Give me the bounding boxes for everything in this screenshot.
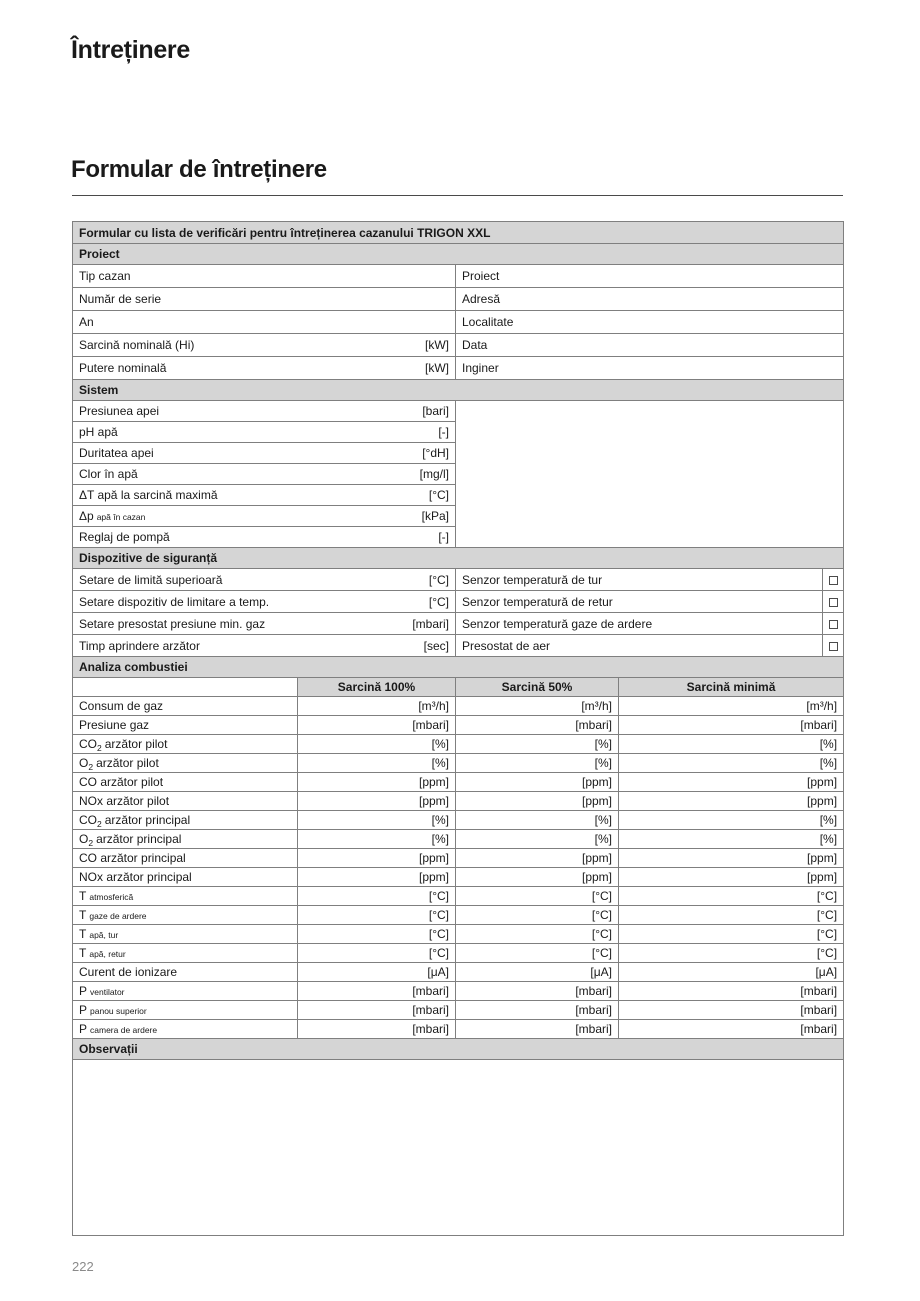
row-label: O [79, 832, 89, 846]
table-row [73, 963, 844, 982]
row-unit: [°C] [456, 906, 619, 925]
row-unit: [%] [456, 830, 619, 849]
row-unit: [ppm] [298, 868, 456, 887]
row-unit: [mbari] [619, 716, 844, 735]
row-unit: [%] [298, 830, 456, 849]
table-row [73, 868, 844, 887]
row-unit: [mg/l] [419, 467, 449, 481]
row-label: Duritatea apei [79, 446, 154, 460]
row-label-small: camera de ardere [90, 1025, 158, 1035]
row-unit: [μA] [298, 963, 456, 982]
row-label: Δp [79, 509, 94, 523]
checkbox-icon [829, 576, 838, 585]
form-title: Formular cu lista de verificări pentru întreținerea cazanului TRIGON XXL [73, 222, 844, 244]
row-unit: [°C] [428, 594, 449, 609]
row-unit: [mbari] [298, 982, 456, 1001]
row-unit: [°C] [619, 925, 844, 944]
row-label: Setare dispozitiv de limitare a temp. [79, 594, 270, 609]
row-unit: [mbari] [298, 1001, 456, 1020]
row-unit: [mbari] [456, 716, 619, 735]
row-label: NOx arzător pilot [73, 792, 298, 811]
row-unit: [ppm] [456, 868, 619, 887]
row-unit: [mbari] [298, 716, 456, 735]
column-header: Sarcină 50% [456, 678, 619, 697]
row-unit: [mbari] [619, 1020, 844, 1039]
row-right-label: Data [456, 334, 844, 357]
column-header: Sarcină 100% [298, 678, 456, 697]
row-label: O [79, 756, 89, 770]
table-row [73, 613, 844, 635]
row-label: T [79, 889, 87, 903]
row-label: T [79, 908, 87, 922]
row-unit: [°C] [619, 887, 844, 906]
table-row [73, 1020, 844, 1039]
section-header-label: Analiza combustiei [73, 657, 844, 678]
row-label: CO [79, 737, 97, 751]
row-right-label: Senzor temperatură de tur [456, 569, 823, 591]
row-label: Curent de ionizare [73, 963, 298, 982]
row-unit: [-] [438, 530, 449, 544]
row-label: Setare presostat presiune min. gaz [79, 616, 266, 631]
checkbox-icon [829, 620, 838, 629]
row-label: Putere nominală [79, 361, 167, 375]
row-right-label: Inginer [456, 357, 844, 380]
row-unit: [ppm] [619, 868, 844, 887]
column-header-row [73, 678, 844, 697]
row-unit: [μA] [619, 963, 844, 982]
row-label: T [79, 927, 87, 941]
row-label: CO arzător pilot [73, 773, 298, 792]
row-unit: [mbari] [456, 1001, 619, 1020]
row-label-small: apă în cazan [96, 512, 146, 522]
row-unit: [mbari] [456, 1020, 619, 1039]
table-row [73, 311, 844, 334]
row-unit: [%] [619, 811, 844, 830]
row-label: CO arzător principal [73, 849, 298, 868]
table-row [73, 716, 844, 735]
chapter-title: Întreținere [71, 36, 190, 64]
section-header-label: Sistem [73, 380, 844, 401]
maintenance-checklist-table [72, 221, 844, 1236]
table-row [73, 754, 844, 773]
row-label-subscript: 2 [97, 742, 102, 753]
row-label: pH apă [79, 425, 118, 439]
row-label-rest: arzător pilot [104, 737, 168, 751]
row-label-rest: arzător principal [104, 813, 191, 827]
table-row [73, 697, 844, 716]
row-unit: [ppm] [456, 792, 619, 811]
row-unit: [°dH] [422, 446, 449, 460]
row-label: CO [79, 813, 97, 827]
row-label: Reglaj de pompă [79, 530, 170, 544]
row-label: Presiune gaz [73, 716, 298, 735]
page-number: 222 [72, 1259, 94, 1274]
row-unit: [%] [619, 830, 844, 849]
checkbox-icon [829, 642, 838, 651]
row-label: Sarcină nominală (Hi) [79, 338, 195, 352]
row-unit: [°C] [456, 887, 619, 906]
row-unit: [°C] [456, 944, 619, 963]
section-header-label: Proiect [73, 244, 844, 265]
section-header-analiza [73, 657, 844, 678]
row-unit: [mbari] [619, 1001, 844, 1020]
table-row [73, 591, 844, 613]
row-label-small: ventilator [90, 987, 125, 997]
row-unit: [°C] [456, 925, 619, 944]
row-unit: [%] [298, 735, 456, 754]
table-row [73, 569, 844, 591]
form-title-row [73, 222, 844, 244]
row-label-small: apă, retur [89, 949, 126, 959]
row-right-label: Presostat de aer [456, 635, 823, 657]
row-unit: [%] [298, 811, 456, 830]
table-row [73, 887, 844, 906]
row-unit: [kW] [425, 361, 449, 375]
row-label-small: atmosferică [89, 892, 134, 902]
section-header-dispozitive [73, 548, 844, 569]
observations-row [73, 1060, 844, 1236]
row-unit: [%] [456, 811, 619, 830]
row-label: Tip cazan [79, 269, 131, 283]
table-row [73, 811, 844, 830]
row-label-rest: arzător pilot [96, 756, 159, 770]
section-header-proiect [73, 244, 844, 265]
row-unit: [bari] [422, 404, 449, 418]
table-row [73, 334, 844, 357]
row-right-label: Senzor temperatură de retur [456, 591, 823, 613]
row-label: Setare de limită superioară [79, 572, 223, 587]
table-row [73, 773, 844, 792]
row-label-small: panou superior [90, 1006, 147, 1016]
title-divider [72, 195, 843, 196]
section-header-label: Dispozitive de siguranță [73, 548, 844, 569]
table-row [73, 944, 844, 963]
checkbox-icon [829, 598, 838, 607]
row-label: Număr de serie [79, 292, 162, 306]
page-title: Formular de întreținere [71, 156, 327, 183]
row-unit: [%] [456, 754, 619, 773]
row-unit: [ppm] [298, 792, 456, 811]
row-label-small: apă, tur [89, 930, 119, 940]
row-unit: [m³/h] [456, 697, 619, 716]
row-unit: [-] [438, 425, 449, 439]
sistem-empty-cell [456, 401, 844, 548]
table-row [73, 792, 844, 811]
row-right-label: Adresă [456, 288, 844, 311]
table-row [73, 982, 844, 1001]
table-row [73, 849, 844, 868]
row-unit: [ppm] [456, 849, 619, 868]
section-header-sistem [73, 380, 844, 401]
row-unit: [m³/h] [298, 697, 456, 716]
table-row [73, 925, 844, 944]
row-label: Timp aprindere arzător [79, 638, 200, 653]
row-unit: [kPa] [421, 509, 449, 523]
table-row [73, 265, 844, 288]
column-header-empty [73, 678, 298, 697]
table-row [73, 906, 844, 925]
row-right-label: Localitate [456, 311, 844, 334]
row-unit: [°C] [298, 906, 456, 925]
table-row [73, 357, 844, 380]
row-unit: [sec] [423, 638, 449, 653]
row-unit: [μA] [456, 963, 619, 982]
section-header-label: Observații [73, 1039, 844, 1060]
table-row [73, 830, 844, 849]
row-unit: [°C] [619, 944, 844, 963]
table-row [73, 635, 844, 657]
row-label: T [79, 946, 87, 960]
row-unit: [ppm] [298, 849, 456, 868]
row-label-subscript: 2 [97, 818, 102, 829]
observations-area [73, 1060, 844, 1236]
row-label: Presiunea apei [79, 404, 160, 418]
row-label: P [79, 1022, 88, 1036]
row-label: ΔT apă la sarcină maximă [79, 488, 218, 502]
row-unit: [ppm] [298, 773, 456, 792]
section-header-observatii [73, 1039, 844, 1060]
column-header: Sarcină minimă [619, 678, 844, 697]
row-label: An [79, 315, 94, 329]
row-unit: [°C] [428, 572, 449, 587]
row-unit: [%] [298, 754, 456, 773]
row-label: NOx arzător principal [73, 868, 298, 887]
row-label: Clor în apă [79, 467, 138, 481]
row-unit: [°C] [298, 944, 456, 963]
table-row [73, 288, 844, 311]
row-unit: [ppm] [619, 773, 844, 792]
row-unit: [ppm] [619, 792, 844, 811]
row-unit: [mbari] [298, 1020, 456, 1039]
table-row [73, 1001, 844, 1020]
table-row [73, 401, 844, 422]
row-unit: [ppm] [619, 849, 844, 868]
row-unit: [%] [619, 735, 844, 754]
row-right-label: Senzor temperatură gaze de ardere [456, 613, 823, 635]
row-unit: [m³/h] [619, 697, 844, 716]
row-unit: [mbari] [456, 982, 619, 1001]
row-unit: [mbari] [412, 616, 449, 631]
row-label-small: gaze de ardere [89, 911, 147, 921]
row-label: P [79, 1003, 88, 1017]
row-unit: [°C] [298, 925, 456, 944]
row-label: Consum de gaz [73, 697, 298, 716]
row-label-rest: arzător principal [96, 832, 182, 846]
table-row [73, 735, 844, 754]
row-unit: [°C] [428, 488, 449, 502]
row-unit: [%] [456, 735, 619, 754]
row-unit: [°C] [619, 906, 844, 925]
row-label: P [79, 984, 88, 998]
row-right-label: Proiect [456, 265, 844, 288]
row-unit: [kW] [425, 338, 449, 352]
row-label-subscript: 2 [88, 761, 94, 772]
row-unit: [ppm] [456, 773, 619, 792]
row-label-subscript: 2 [88, 837, 94, 848]
row-unit: [°C] [298, 887, 456, 906]
row-unit: [mbari] [619, 982, 844, 1001]
row-unit: [%] [619, 754, 844, 773]
